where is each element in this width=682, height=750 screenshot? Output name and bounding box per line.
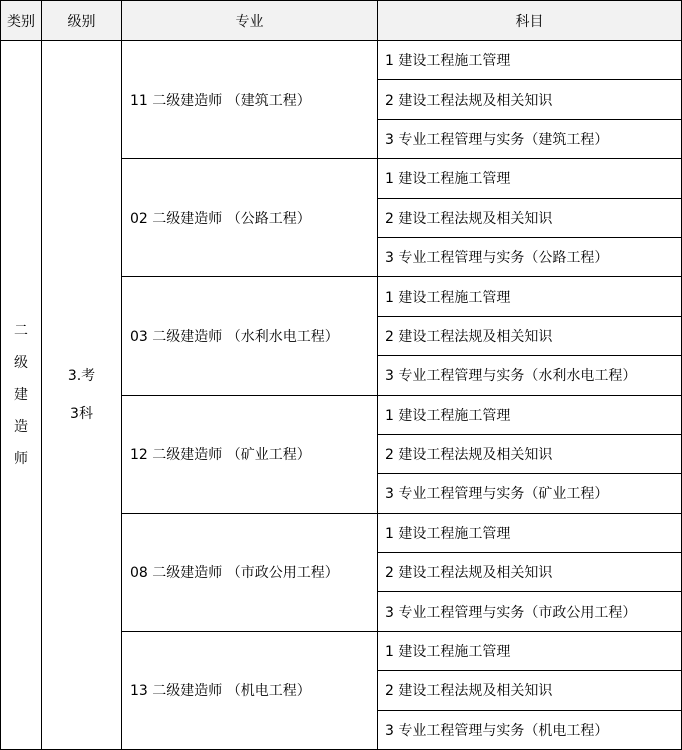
- subject-cell: 1 建设工程施工管理: [378, 513, 682, 552]
- specialty-cell: 13 二级建造师 （机电工程）: [122, 631, 378, 749]
- subject-cell: 3 专业工程管理与实务（市政公用工程）: [378, 592, 682, 631]
- subject-cell: 3 专业工程管理与实务（矿业工程）: [378, 474, 682, 513]
- table-row: [1, 41, 682, 80]
- subject-cell: 2 建设工程法规及相关知识: [378, 198, 682, 237]
- level-line: 3.考: [67, 368, 96, 385]
- specialty-cell: 03 二级建造师 （水利水电工程）: [122, 277, 378, 395]
- header-subject: 科目: [378, 1, 682, 41]
- subject-cell: 2 建设工程法规及相关知识: [378, 316, 682, 355]
- category-char: 造: [14, 419, 28, 436]
- subject-cell: 3 专业工程管理与实务（机电工程）: [378, 710, 682, 749]
- specialty-cell: 08 二级建造师 （市政公用工程）: [122, 513, 378, 631]
- category-char: 二: [14, 323, 28, 340]
- category-char: 级: [14, 355, 28, 372]
- header-category: 类别: [1, 1, 42, 41]
- category-char: 建: [14, 387, 28, 404]
- subject-cell: 3 专业工程管理与实务（公路工程）: [378, 237, 682, 276]
- subject-cell: 1 建设工程施工管理: [378, 395, 682, 434]
- category-char: 师: [14, 451, 28, 468]
- specialty-cell: 12 二级建造师 （矿业工程）: [122, 395, 378, 513]
- specialty-cell: 11 二级建造师 （建筑工程）: [122, 41, 378, 159]
- subject-cell: 2 建设工程法规及相关知识: [378, 671, 682, 710]
- subject-cell: 1 建设工程施工管理: [378, 41, 682, 80]
- level-cell: [42, 41, 122, 750]
- subject-cell: 1 建设工程施工管理: [378, 631, 682, 670]
- specialty-cell: 02 二级建造师 （公路工程）: [122, 159, 378, 277]
- subject-cell: 1 建设工程施工管理: [378, 277, 682, 316]
- subject-cell: 2 建设工程法规及相关知识: [378, 434, 682, 473]
- header-row: [1, 1, 682, 41]
- subject-cell: 2 建设工程法规及相关知识: [378, 553, 682, 592]
- header-specialty: 专业: [122, 1, 378, 41]
- category-cell: [1, 41, 42, 750]
- level-line: 3科: [70, 406, 93, 423]
- header-level: 级别: [42, 1, 122, 41]
- subject-cell: 3 专业工程管理与实务（水利水电工程）: [378, 356, 682, 395]
- subject-cell: 2 建设工程法规及相关知识: [378, 80, 682, 119]
- subject-cell: 3 专业工程管理与实务（建筑工程）: [378, 119, 682, 158]
- subject-cell: 1 建设工程施工管理: [378, 159, 682, 198]
